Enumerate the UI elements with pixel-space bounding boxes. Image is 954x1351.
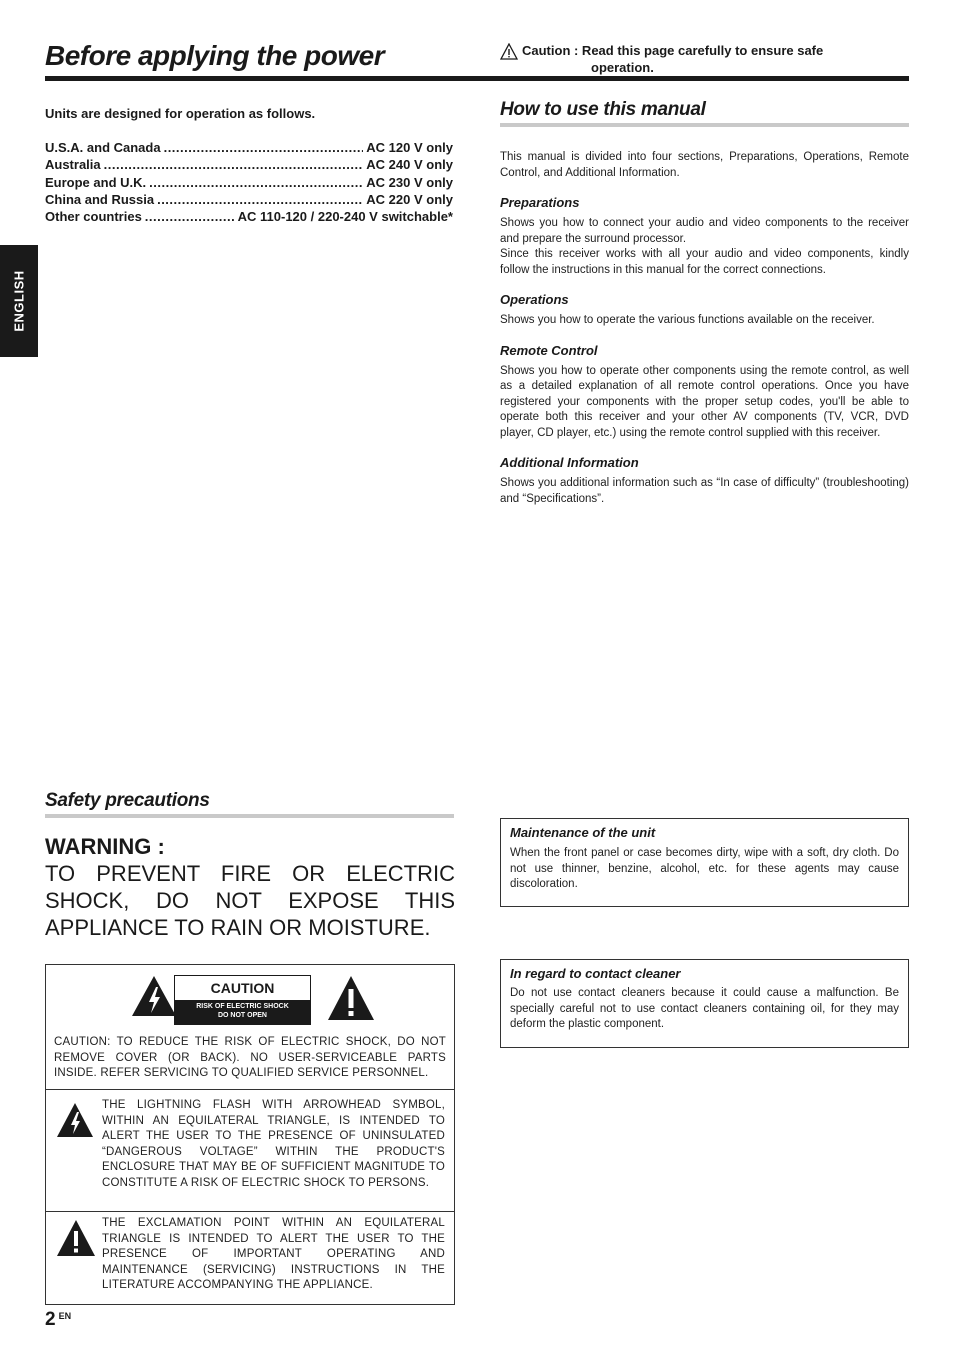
manual-intro: This manual is divided into four sections, Preparations, Operations, Remote Control, and Additional Information. <box>500 151 909 179</box>
maintenance-box <box>500 818 909 907</box>
warning-triangle-icon <box>500 43 518 60</box>
lightning-large-icon <box>131 975 177 1022</box>
power-region: China and Russia <box>45 191 155 207</box>
lightning-icon <box>56 1102 94 1143</box>
power-region: Australia <box>45 157 101 173</box>
page-number <box>45 1309 71 1331</box>
power-voltage: AC 240 V only <box>366 157 453 173</box>
safety-title-rule <box>45 814 454 818</box>
caution-label-title: CAUTION <box>210 980 275 996</box>
caution-note <box>500 43 823 76</box>
contact-cleaner-text: Do not use contact cleaners because it could cause a malfunction. Be specially careful not to use contact cleaners containing oil, for they may deform the plastic component. <box>510 987 899 1030</box>
additional-info-heading: Additional Information <box>500 455 639 470</box>
preparations-text: Shows you how to connect your audio and video components to the receiver and prepare the surround processor. <box>500 217 909 245</box>
warning-text: TO PREVENT FIRE OR ELECTRIC SHOCK, DO NOT EXPOSE THIS APPLIANCE TO RAIN OR MOISTURE. <box>45 861 455 940</box>
caution-text: CAUTION: TO REDUCE THE RISK OF ELECTRIC SHOCK, DO NOT REMOVE COVER (OR BACK). NO USER-SERVICEABLE PARTS INSIDE. REFER SERVICING TO QUALIFIED SERVICE PERSONNEL. <box>54 1036 446 1079</box>
units-intro: Units are designed for operation as follows. <box>45 106 316 121</box>
contact-cleaner-title: In regard to contact cleaner <box>510 966 681 981</box>
safety-title: Safety precautions <box>45 790 210 811</box>
language-tab-label: ENGLISH <box>11 270 27 332</box>
additional-info-text: Shows you additional information such as “In case of difficulty” (troubleshooting) and “Specifications”. <box>500 477 909 505</box>
contact-cleaner-box <box>500 959 909 1048</box>
power-voltage: AC 220 V only <box>366 191 453 207</box>
power-row <box>45 140 453 157</box>
maintenance-title: Maintenance of the unit <box>510 825 656 840</box>
power-row <box>45 175 453 192</box>
safety-section-header <box>45 790 454 818</box>
power-list <box>45 140 453 226</box>
remote-control-text: Shows you how to operate other components using the remote control, as well as a detailed explanation of all remote control operations. Once you have registered your components with the proper setup codes, you'll be able to operate both this receiver and your other AV components (TV, VCR, DVD player, CD player, etc.) using the remote control supplied with this receiver. <box>500 364 909 439</box>
power-voltage: AC 120 V only <box>366 140 453 155</box>
power-region: U.S.A. and Canada <box>45 140 161 155</box>
lightning-text: THE LIGHTNING FLASH WITH ARROWHEAD SYMBOL, WITHIN AN EQUILATERAL TRIANGLE, IS INTENDED TO ALERT THE USER TO THE PRESENCE OF UNINSULATED “DANGEROUS VOLTAGE” WITHIN THE PRODUCT'S ENCLOSURE THAT MAY BE OF SUFFICIENT MAGNITUDE TO CONSTITUTE A RISK OF ELECTRIC SHOCK TO PERSONS. <box>102 1099 445 1189</box>
divider <box>46 1089 454 1090</box>
exclamation-icon <box>56 1219 96 1262</box>
caution-note-line1: Caution : Read this page carefully to ensure safe <box>522 43 824 58</box>
divider <box>46 1211 454 1212</box>
preparations-text-2: Since this receiver works with all your audio and video components, kindly follow the instructions in this manual for the correct connections. <box>500 248 909 276</box>
operations-heading: Operations <box>500 292 569 307</box>
power-row <box>45 157 453 174</box>
manual-title: How to use this manual <box>500 99 706 120</box>
remote-control-heading: Remote Control <box>500 342 598 358</box>
power-row <box>45 209 453 226</box>
language-tab <box>0 245 38 357</box>
power-region: Other countries <box>45 209 142 225</box>
maintenance-text: When the front panel or case becomes dirty, wipe with a soft, dry cloth. Do not use thinner, benzine, alcohol, etc. for these agents may cause discoloration. <box>510 847 899 890</box>
caution-label-risk <box>175 1000 310 1024</box>
exclamation-large-icon <box>327 975 375 1026</box>
page-number-value: 2 <box>45 1309 56 1330</box>
page-title: Before applying the power <box>45 40 385 71</box>
power-region: Europe and U.K. <box>45 174 147 190</box>
caution-label-risk-line2: DO NOT OPEN <box>217 1012 267 1019</box>
caution-label-risk-line1: RISK OF ELECTRIC SHOCK <box>196 1003 289 1010</box>
manual-section <box>500 99 909 507</box>
manual-title-rule <box>500 123 909 127</box>
power-voltage: AC 110-120 / 220-240 V switchable* <box>237 209 453 225</box>
header-rule <box>45 76 909 81</box>
power-row <box>45 192 453 209</box>
exclamation-text: THE EXCLAMATION POINT WITHIN AN EQUILATERAL TRIANGLE IS INTENDED TO ALERT THE USER TO THE PRESENCE OF IMPORTANT OPERATING AND MAINTENANCE (SERVICING) INSTRUCTIONS IN THE LITERATURE ACCOMPANYING THE APPLIANCE. <box>102 1217 445 1291</box>
preparations-heading: Preparations <box>500 195 580 210</box>
page-language-suffix: EN <box>58 1311 72 1321</box>
caution-note-line2: operation. <box>591 60 654 75</box>
caution-label <box>174 975 311 1025</box>
safety-symbols-box <box>45 964 455 1305</box>
operations-text: Shows you how to operate the various functions available on the receiver. <box>500 314 875 326</box>
warning-heading: WARNING : <box>45 834 165 859</box>
power-voltage: AC 230 V only <box>366 174 453 190</box>
